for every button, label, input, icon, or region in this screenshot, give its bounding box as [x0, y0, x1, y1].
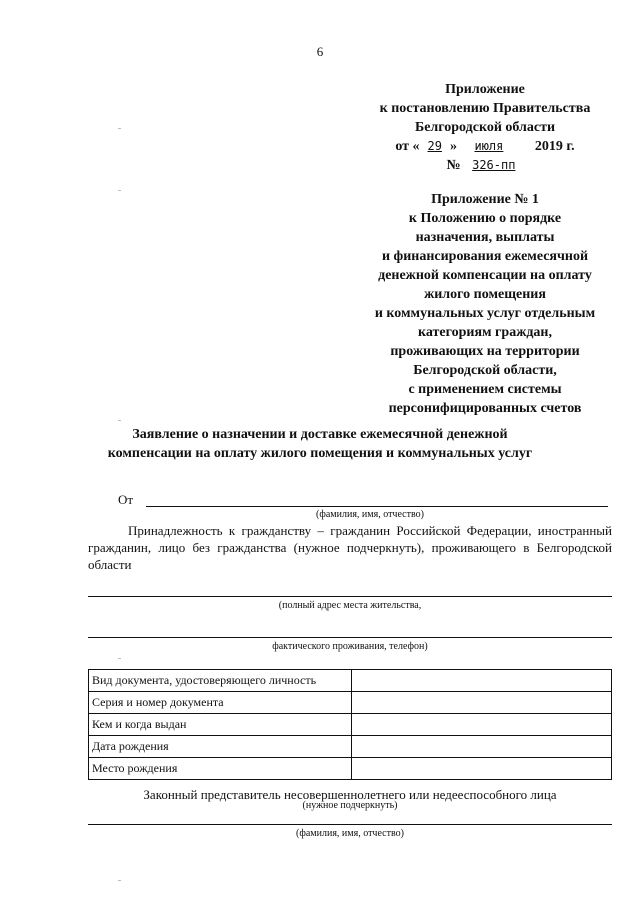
from-name-field[interactable]: [146, 506, 608, 507]
appendix-1-line: Приложение № 1: [431, 192, 539, 207]
table-value-cell[interactable]: [352, 758, 612, 780]
id-document-table: [88, 669, 612, 780]
table-row: [89, 736, 612, 758]
scan-artifact: [118, 190, 121, 191]
scan-artifact: [118, 658, 121, 659]
appendix-1-line: проживающих на территории: [390, 344, 580, 359]
appendix-number: [340, 156, 630, 175]
scan-artifact: [118, 128, 121, 129]
appendix-1-line: денежной компенсации на оплату: [378, 268, 592, 283]
number-prefix: №: [446, 158, 461, 173]
residence-field[interactable]: [88, 637, 612, 638]
address-field[interactable]: [88, 596, 612, 597]
appendix-line-1: к постановлению Правительства: [379, 101, 591, 116]
table-label: Вид документа, удостоверяющего личность: [89, 670, 352, 692]
from-caption: (фамилия, имя, отчество): [316, 509, 424, 520]
appendix-1-line: к Положению о порядке: [408, 211, 562, 226]
citizenship-paragraph: Принадлежность к гражданству – гражданин Российской Федерации, иностранный гражданин, лицо без гражданства (нужное подчеркнуть), проживающего в Белгородской области: [88, 523, 612, 572]
table-value-cell[interactable]: [352, 670, 612, 692]
scan-artifact: [118, 420, 121, 421]
appendix-line-2: Белгородской области: [414, 120, 556, 135]
table-row: [89, 714, 612, 736]
residence-caption: фактического проживания, телефон): [272, 641, 428, 652]
appendix-header: [340, 80, 630, 175]
scan-artifact: [118, 880, 121, 881]
table-row: [89, 758, 612, 780]
table-row: [89, 692, 612, 714]
table-value-cell[interactable]: [352, 714, 612, 736]
date-mid: »: [449, 139, 457, 154]
table-label: Дата рождения: [89, 736, 352, 758]
form-title-line: Заявление о назначении и доставке ежемесячной денежной: [132, 427, 508, 442]
from-label: От: [118, 492, 134, 507]
appendix-1-line: назначения, выплаты: [415, 230, 555, 245]
appendix-1-line: категориям граждан,: [418, 325, 552, 340]
representative-name-caption: (фамилия, имя, отчество): [296, 828, 404, 839]
table-value-cell[interactable]: [352, 692, 612, 714]
table-value-cell[interactable]: [352, 736, 612, 758]
table-label: Кем и когда выдан: [89, 714, 352, 736]
representative-text: Законный представитель несовершеннолетнего или недееспособного лица: [143, 787, 557, 802]
appendix-date: [340, 137, 630, 156]
representative-caption: (нужное подчеркнуть): [302, 800, 398, 811]
appendix-title: Приложение: [445, 82, 525, 97]
table-label: Серия и номер документа: [89, 692, 352, 714]
appendix-1-line: жилого помещения: [424, 287, 546, 302]
number-value: 326-пп: [472, 158, 516, 172]
appendix-1-line: и финансирования ежемесячной: [381, 249, 589, 264]
date-month: июля: [474, 139, 504, 153]
appendix-1-line: и коммунальных услуг отдельным: [374, 306, 596, 321]
form-title-line: компенсации на оплату жилого помещения и коммунальных услуг: [107, 446, 533, 461]
form-title: [60, 425, 580, 463]
date-prefix: от «: [395, 139, 420, 154]
date-day: 29: [427, 139, 442, 153]
table-label: Место рождения: [89, 758, 352, 780]
appendix-1-line: Белгородской области,: [413, 363, 557, 378]
date-suffix: 2019 г.: [534, 139, 575, 154]
address-caption: (полный адрес места жительства,: [278, 600, 422, 611]
appendix-1-header: [340, 190, 630, 418]
table-row: [89, 670, 612, 692]
representative-name-field[interactable]: [88, 824, 612, 825]
appendix-1-line: персонифицированных счетов: [388, 401, 582, 416]
appendix-1-line: с применением системы: [408, 382, 562, 397]
page-number: 6: [316, 44, 324, 59]
